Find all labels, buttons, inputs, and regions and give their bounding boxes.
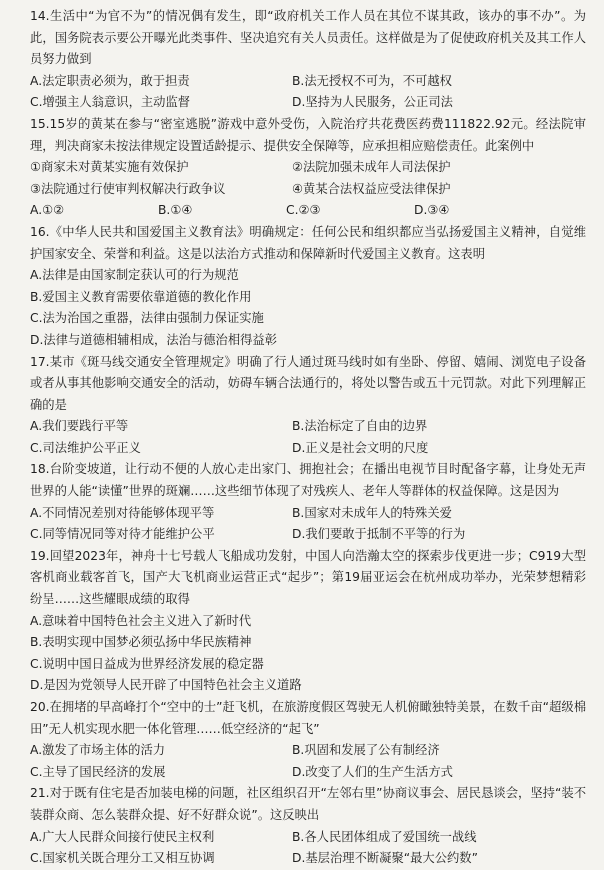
option-c: C.②③: [286, 203, 321, 218]
question-20: [30, 697, 586, 783]
option-a: A.不同情况差别对待能够体现平等: [30, 505, 215, 520]
option-a: A.①②: [30, 203, 65, 218]
option-b: B.①④: [158, 203, 193, 218]
option-a: A.法律是由国家制定获认可的行为规范: [30, 268, 239, 283]
question-15: [30, 114, 586, 222]
option-c: C.同等情况同等对待才能维护公平: [30, 527, 215, 542]
option-b: B.国家对未成年人的特殊关爱: [292, 505, 452, 520]
option-c: C.法为治国之重器，法律由强制力保证实施: [30, 311, 264, 326]
option-b: B.法无授权不可为，不可越权: [292, 73, 452, 88]
option-d: D.坚持为人民服务，公正司法: [292, 95, 453, 110]
option-d: D.我们要敢于抵制不平等的行为: [292, 527, 466, 542]
option-c: C.主导了国民经济的发展: [30, 764, 166, 779]
question-17: [30, 352, 586, 460]
option-c: C.增强主人翁意识，主动监督: [30, 95, 191, 110]
option-d: D.正义是社会文明的尺度: [292, 440, 429, 455]
question-18: [30, 459, 586, 545]
question-stem: 15.15岁的黄某在参与“密室逃脱”游戏中意外受伤，入院治疗共花费医药费111822.92元。经法院审理，判决商家未按法律规定设置适龄提示、提供安全保障等，应承担相应赔偿责任。此案例中: [30, 116, 586, 153]
question-16: [30, 222, 586, 352]
option-a: A.激发了市场主体的活力: [30, 743, 166, 758]
statement-4: ④黄某合法权益应受法律保护: [292, 181, 451, 196]
answer-options: [30, 416, 586, 459]
option-d: D.③④: [414, 203, 450, 218]
option-d: D.改变了人们的生产生活方式: [292, 764, 453, 779]
statement-2: ②法院加强未成年人司法保护: [292, 160, 451, 175]
answer-options: [30, 740, 586, 783]
answer-options: [30, 265, 586, 351]
question-14: [30, 6, 586, 114]
option-a: A.广大人民群众间接行使民主权利: [30, 829, 215, 844]
option-d: D.法律与道德相辅相成，法治与德治相得益彰: [30, 332, 278, 347]
question-stem: 18.台阶变坡道，让行动不便的人放心走出家门、拥抱社会；在播出电视节目时配备字幕，让身处无声世界的人能“读懂”世界的斑斓……这些细节体现了对残疾人、老年人等群体的权益保障。这是因为: [30, 462, 586, 499]
question-stem: 20.在拥堵的早高峰打个“空中的士”赶飞机，在旅游度假区驾驶无人机俯瞰独特美景，在数千亩“超级棉田”无人机实现水肥一体化管理……低空经济的“起飞”: [30, 700, 586, 736]
answer-options: [30, 200, 586, 222]
option-c: C.国家机关既合理分工又相互协调: [30, 851, 215, 866]
question-stem: 16.《中华人民共和国爱国主义教育法》明确规定：任何公民和组织都应当弘扬爱国主义精神，自觉维护国家安全、荣誉和利益。这是以法治方式推动和保障新时代爱国主义教育。这表明: [30, 224, 586, 261]
answer-options: [30, 503, 586, 546]
question-stem: 14.生活中“为官不为”的情况偶有发生，即“政府机关工作人员在其位不谋其政，该办的事不办”。为此，国务院表示要公开曝光此类事件、坚决追究有关人员责任。这样做是为了促使政府机关及其工作人员努力做到: [30, 9, 586, 67]
option-d: D.是因为党领导人民开辟了中国特色社会主义道路: [30, 678, 302, 693]
answer-options: [30, 827, 586, 870]
option-b: B.爱国主义教育需要依靠道德的教化作用: [30, 289, 252, 304]
statement-list: [30, 157, 586, 200]
answer-options: [30, 71, 586, 114]
option-c: C.司法维护公平正义: [30, 440, 141, 455]
option-c: C.说明中国日益成为世界经济发展的稳定器: [30, 656, 264, 671]
option-a: A.法定职责必须为，敢于担责: [30, 73, 190, 88]
question-stem: 17.某市《斑马线交通安全管理规定》明确了行人通过斑马线时如有坐卧、停留、嬉闹、浏览电子设备或者从事其他影响交通安全的活动，妨碍车辆合法通行的，将处以警告或五十元罚款。对此下列理解正确的是: [30, 354, 586, 412]
option-b: B.巩固和发展了公有制经济: [292, 743, 440, 758]
option-b: B.各人民团体组成了爱国统一战线: [292, 829, 477, 844]
statement-1: ①商家未对黄某实施有效保护: [30, 160, 189, 175]
question-stem: 21.对于既有住宅是否加装电梯的问题，社区组织召开“左邻右里”协商议事会、居民恳谈会，坚持“装不装群众商、怎么装群众提、好不好群众说”。这反映出: [30, 786, 586, 822]
question-19: [30, 546, 586, 697]
option-a: A.我们要践行平等: [30, 419, 129, 434]
option-b: B.法治标定了自由的边界: [292, 419, 428, 434]
option-d: D.基层治理不断凝聚“最大公约数”: [292, 851, 478, 866]
statement-3: ③法院通过行使审判权解决行政争议: [30, 181, 226, 196]
option-b: B.表明实现中国梦必须弘扬中华民族精神: [30, 635, 252, 650]
option-a: A.意味着中国特色社会主义进入了新时代: [30, 613, 252, 628]
answer-options: [30, 611, 586, 697]
question-stem: 19.回望2023年，神舟十七号载人飞船成功发射，中国人向浩瀚太空的探索步伐更进一步；C919大型客机商业载客首飞，国产大飞机商业运营正式“起步”；第19届亚运会在杭州成功举办，光荣梦想精彩纷呈……这些耀眼成绩的取得: [30, 548, 586, 607]
